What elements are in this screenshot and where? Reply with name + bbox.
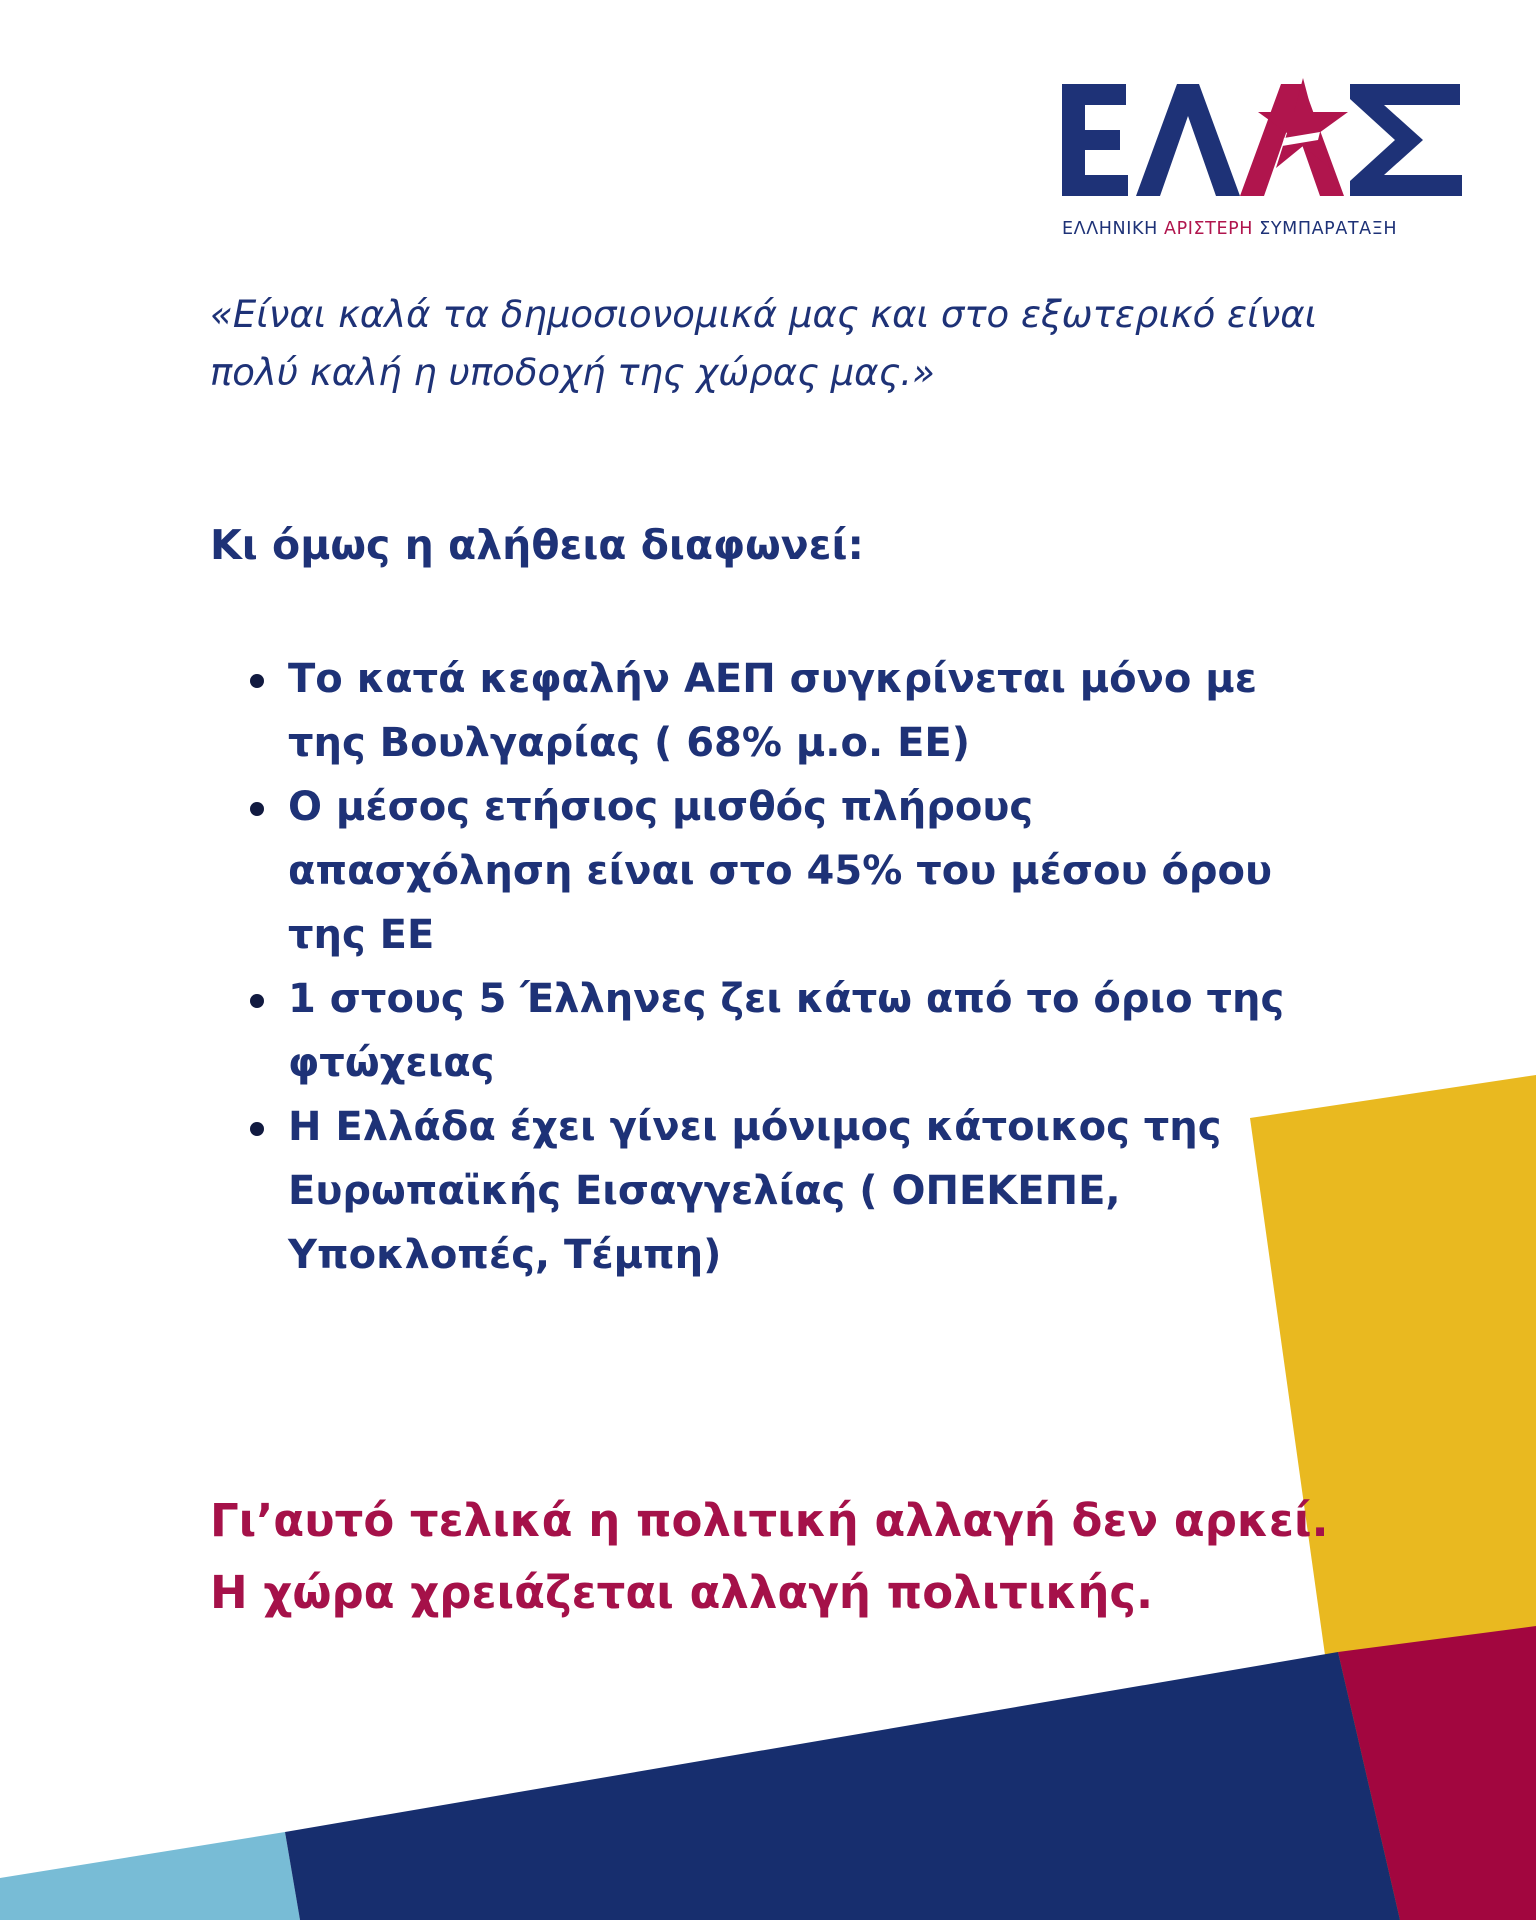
list-item: 1 στους 5 Έλληνες ζει κάτω από το όριο της φτώχειας bbox=[210, 967, 1340, 1095]
list-item: Ο μέσος ετήσιος μισθός πλήρους απασχόληση είναι στο 45% του μέσου όρου της ΕΕ bbox=[210, 775, 1340, 967]
logo-letter-epsilon bbox=[1062, 84, 1128, 196]
party-logo bbox=[1058, 78, 1468, 248]
logo-letter-alpha bbox=[1240, 78, 1348, 196]
light-blue-shape bbox=[0, 1832, 300, 1920]
navy-shape bbox=[285, 1652, 1400, 1920]
closing-statement bbox=[210, 1485, 1410, 1629]
closing-line-2: Η χώρα χρειάζεται αλλαγή πολιτικής. bbox=[210, 1566, 1154, 1619]
quote-text bbox=[210, 286, 1340, 402]
quote-line-1: «Είναι καλά τα δημοσιονομικά μας και στο εξωτερικό είναι bbox=[210, 293, 1318, 336]
bullet-icon bbox=[250, 674, 264, 688]
logo-letter-sigma bbox=[1350, 84, 1462, 196]
list-item: Η Ελλάδα έχει γίνει μόνιμος κάτοικος της Ευρωπαϊκής Εισαγγελίας ( ΟΠΕΚΕΠΕ, Υποκλοπές, Τέμπη) bbox=[210, 1095, 1340, 1287]
bullet-icon bbox=[250, 994, 264, 1008]
list-item: Το κατά κεφαλήν ΑΕΠ συγκρίνεται μόνο με της Βουλγαρίας ( 68% μ.ο. ΕΕ) bbox=[210, 647, 1340, 775]
logo-mark bbox=[1058, 78, 1468, 203]
logo-tagline-accent: ΑΡΙΣΤΕΡΗ bbox=[1164, 219, 1254, 239]
logo-letter-lambda bbox=[1136, 84, 1240, 196]
section-heading: Κι όμως η αλήθεια διαφωνεί: bbox=[210, 521, 864, 569]
logo-tagline: ΕΛΛΗΝΙΚΗ ΑΡΙΣΤΕΡΗ ΣΥΜΠΑΡΑΤΑΞΗ bbox=[1062, 219, 1398, 239]
closing-line-1: Γι’αυτό τελικά η πολιτική αλλαγή δεν αρκεί. bbox=[210, 1494, 1329, 1547]
bullet-icon bbox=[250, 1122, 264, 1136]
quote-line-2: πολύ καλή η υποδοχή της χώρας μας.» bbox=[210, 351, 935, 394]
bullet-icon bbox=[250, 802, 264, 816]
facts-list bbox=[210, 647, 1340, 1287]
